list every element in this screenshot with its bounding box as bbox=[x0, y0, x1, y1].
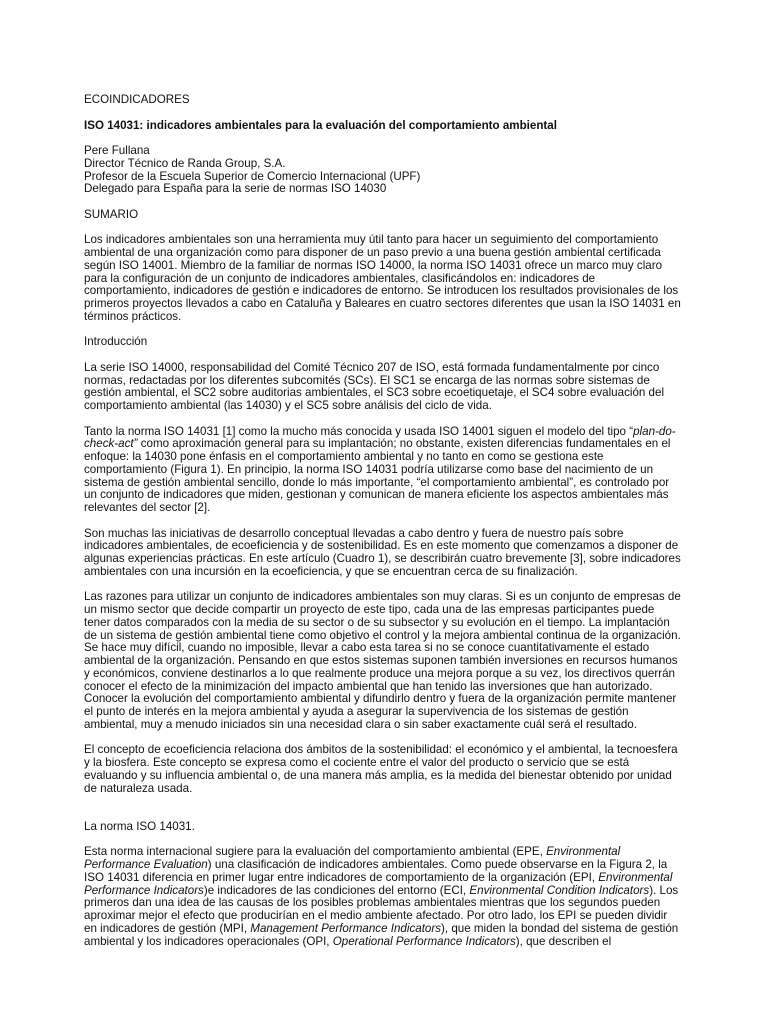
doc-title: ISO 14031: indicadores ambientales para la evaluación del comportamiento ambiental bbox=[84, 118, 557, 132]
text-line: primeros dan una idea de las causas de los posibles problemas ambientales mientras que los segundos pueden bbox=[84, 896, 661, 910]
text-line: La serie ISO 14000, responsabilidad del Comité Técnico 207 de ISO, está formada fundamentalmente por cinco bbox=[84, 360, 660, 374]
intro-paragraph-1 bbox=[84, 362, 684, 413]
intro-paragraph-3 bbox=[84, 528, 684, 579]
text-line: de un sistema de gestión ambiental tiene como objetivo el control y la mejora ambiental continua de la organización. bbox=[84, 628, 681, 642]
text-line: El concepto de ecoeficiencia relaciona dos ámbitos de la sostenibilidad: el económico y el ambiental, la tecnoesfera bbox=[84, 743, 678, 757]
document-body bbox=[84, 94, 684, 948]
text-run: )e indicadores de las condiciones del entorno (ECI, bbox=[203, 883, 470, 897]
text-run: como aproximación general para su implantación; no obstante, existen diferencias fundamentales en el bbox=[137, 437, 671, 451]
text-run: ). Los bbox=[649, 883, 679, 897]
summary-heading: SUMARIO bbox=[84, 207, 139, 221]
italic-run: Environmental bbox=[598, 870, 673, 884]
text-line: Se hace muy difícil, cuando no imposible, llevar a cabo esta tarea si no se conoce cuantitativamente el estado bbox=[84, 641, 650, 655]
text-line: Son muchas las iniciativas de desarrollo conceptual llevadas a cabo dentro y fuera de nuestro país sobre bbox=[84, 526, 624, 540]
text-line: normas, redactadas por los diferentes subcomités (SCs). El SC1 se encarga de las normas sobre sistemas de bbox=[84, 373, 650, 387]
text-run: ) una clasificación de indicadores ambientales. Como puede observarse en la Figura 2, la bbox=[207, 858, 668, 871]
text-line: sistema de gestión ambiental sencillo, donde lo más importante, “el comportamiento ambiental”, es controlado por bbox=[84, 475, 670, 489]
author-role: Delegado para España para la serie de normas ISO 14030 bbox=[84, 182, 387, 196]
text-line: ambiental de la organización. Pensando en que estos sistemas suponen también inversiones en recursos humanos bbox=[84, 654, 678, 667]
text-line: de naturaleza usada. bbox=[84, 781, 193, 795]
text-line: comportamiento ambiental (las 14030) y el SC5 sobre análisis del ciclo de vida. bbox=[84, 399, 492, 412]
text-run: en indicadores de gestión (MPI, bbox=[84, 921, 251, 935]
text-line: gestión ambiental, el SC2 sobre auditorias ambientales, el SC3 sobre ecoetiquetaje, el SC4 sobre evaluación del bbox=[84, 386, 665, 400]
italic-run: Performance Indicators bbox=[84, 883, 204, 897]
text-line: enfoque: la 14030 pone énfasis en el comportamiento ambiental y no tanto en como se gestiona este bbox=[84, 450, 604, 463]
italic-run: Management Performance Indicators bbox=[250, 921, 442, 935]
author-name: Pere Fullana bbox=[84, 144, 150, 157]
text-line: tener datos comparados con la media de su sector o de su subsector y su evolución en el tiempo. La implantación bbox=[84, 615, 670, 629]
norma-heading: La norma ISO 14031. bbox=[84, 819, 195, 833]
norma-paragraph-1 bbox=[84, 846, 684, 948]
italic-run: Environmental Condition Indicators bbox=[469, 883, 650, 897]
intro-paragraph-4 bbox=[84, 591, 684, 731]
text-run: Tanto la norma ISO 14031 [1] como la mucho más conocida y usada ISO 14001 siguen el modelo del tipo “ bbox=[84, 424, 634, 438]
text-line: Los indicadores ambientales son una herramienta muy útil tanto para hacer un seguimiento del comportamiento bbox=[84, 233, 659, 247]
text-line: un conjunto de indicadores que miden, gestionan y comunican de manera eficiente los aspectos ambientales más bbox=[84, 488, 669, 502]
text-line: Conocer la evolución del comportamiento ambiental y difundirlo dentro y fuera de la organización permite mantener bbox=[84, 692, 677, 706]
text-line: y económicos, conviene destinarlos a lo que realmente produce una mejora porque a su vez, los directivos querrán bbox=[84, 666, 675, 680]
author-role: Profesor de la Escuela Superior de Comercio Internacional (UPF) bbox=[84, 169, 421, 183]
text-line: comportamiento, indicadores de gestión e indicadores de entorno. Se introducen los resultados provisionales de los bbox=[84, 284, 679, 298]
author-block bbox=[84, 145, 684, 196]
text-line: primeros proyectos llevados a cabo en Cataluña y Baleares en cuatro sectores diferentes que usan la ISO 14031 en bbox=[84, 297, 681, 310]
text-line: según ISO 14001. Miembro de la familiar de normas ISO 14000, la norma ISO 14031 ofrece un marco muy claro bbox=[84, 258, 663, 272]
text-line: comportamiento (Figura 1). En principio, la norma ISO 14031 podría utilizarse como base del nacimiento de un bbox=[84, 462, 654, 476]
text-run: Esta norma internacional sugiere para la evaluación del comportamiento ambiental (EPE, bbox=[84, 845, 547, 859]
text-line: evaluando y su influencia ambiental o, de una manera más amplia, es la medida del bienestar obtenido por unidad bbox=[84, 768, 672, 782]
text-run: ISO 14031 diferencia en primer lugar entre indicadores de comportamiento de la organización (EPI, bbox=[84, 870, 599, 884]
text-line: aproximar mejor el efecto que producirían en el medio ambiente afectado. Por otro lado, los EPI se pueden dividir bbox=[84, 909, 668, 922]
text-line: ambiental de una organización como para disponer de un paso previo a una buena gestión ambiental certificada bbox=[84, 246, 661, 259]
italic-run: Performance Evaluation bbox=[84, 858, 208, 871]
text-run: ), que describen el bbox=[515, 934, 612, 948]
intro-heading: Introducción bbox=[84, 335, 148, 349]
text-line: ambiental, muy a menudo iniciados sin una necesidad clara o sin saber exactamente cuál será el resultado. bbox=[84, 717, 637, 731]
text-line: un mismo sector que decide compartir un proyecto de este tipo, cada una de las empresas participantes puede bbox=[84, 603, 655, 616]
summary-paragraph bbox=[84, 234, 684, 323]
text-line: algunas experiencias prácticas. En este artículo (Cuadro 1), se describirán cuatro brevemente [3], sobre indicadores bbox=[84, 552, 681, 565]
text-line: ambientales con una incursión en la ecoeficiencia, y que se encuentran cerca de su finalización. bbox=[84, 564, 578, 578]
italic-run: plan-do- bbox=[633, 424, 676, 438]
italic-run: Environmental bbox=[546, 845, 621, 859]
text-line: indicadores ambientales, de ecoeficiencia y de sostenibilidad. Es en este momento que comenzamos a disponer de bbox=[84, 539, 679, 553]
text-run: ambiental y los indicadores operacionales (OPI, bbox=[84, 934, 333, 948]
text-line: Las razones para utilizar un conjunto de indicadores ambientales son muy claras. Si es un conjunto de empresas de bbox=[84, 590, 681, 604]
text-line bbox=[84, 936, 684, 949]
italic-run: check-act” bbox=[84, 437, 138, 451]
intro-paragraph-5 bbox=[84, 744, 684, 795]
doc-header: ECOINDICADORES bbox=[84, 93, 190, 106]
intro-paragraph-2 bbox=[84, 426, 684, 515]
text-line: y la biosfera. Este concepto se expresa como el cociente entre el valor del producto o servicio que se está bbox=[84, 756, 630, 769]
text-line: conocer el efecto de la minimización del impacto ambiental que han tenido las inversiones que han autorizado. bbox=[84, 679, 653, 693]
text-run: ), que miden la bondad del sistema de gestión bbox=[441, 921, 679, 935]
text-line: para la configuración de un conjunto de indicadores ambientales, clasificándolos en: indicadores de bbox=[84, 271, 596, 285]
italic-run: Operational Performance Indicators bbox=[332, 934, 516, 948]
text-line: el punto de interés en la mejora ambiental y ayuda a asegurar la supervivencia de los sistemas de gestión bbox=[84, 705, 629, 718]
text-line: relevantes del sector [2]. bbox=[84, 501, 211, 514]
text-line: términos prácticos. bbox=[84, 309, 182, 323]
author-role: Director Técnico de Randa Group, S.A. bbox=[84, 156, 286, 170]
